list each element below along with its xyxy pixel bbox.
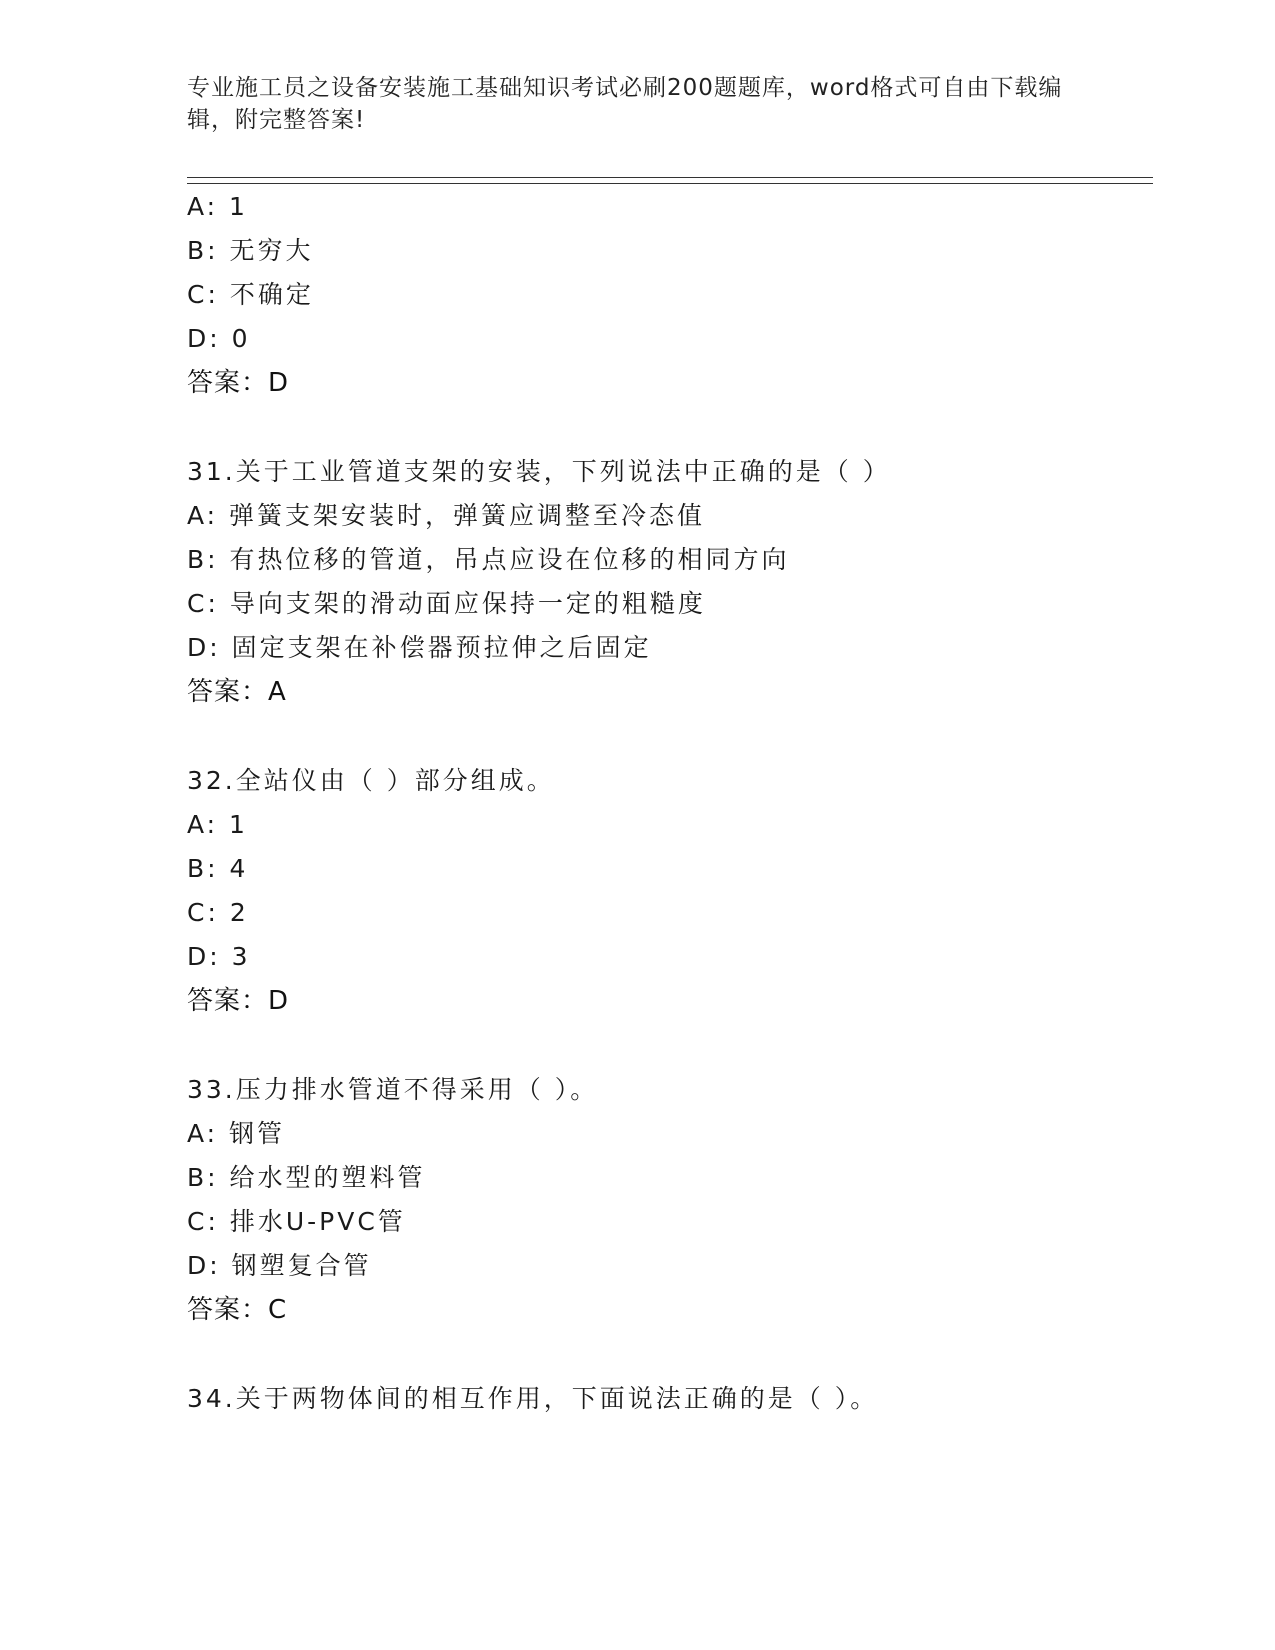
header-divider-top bbox=[187, 177, 1153, 178]
option-b: B: 4 bbox=[187, 854, 249, 883]
option-b: B: 无穷大 bbox=[187, 236, 314, 265]
option-a: A: 弹簧支架安装时，弹簧应调整至冷态值 bbox=[187, 501, 706, 530]
document-title: 专业施工员之设备安装施工基础知识考试必刷200题题库，word格式可自由下载编辑，附完整答案! bbox=[187, 75, 1063, 133]
question-33: 33.压力排水管道不得采用（ ）。 bbox=[187, 1075, 599, 1104]
option-d: D: 0 bbox=[187, 324, 251, 353]
answer-line: 答案：D bbox=[187, 368, 290, 398]
header-divider-bottom bbox=[187, 183, 1153, 184]
option-d: D: 3 bbox=[187, 942, 251, 971]
answer-line: 答案：D bbox=[187, 986, 290, 1016]
question-32: 32.全站仪由（ ）部分组成。 bbox=[187, 766, 555, 795]
option-d: D: 钢塑复合管 bbox=[187, 1251, 372, 1280]
option-b: B: 给水型的塑料管 bbox=[187, 1163, 426, 1192]
option-a: A: 钢管 bbox=[187, 1119, 286, 1148]
option-c: C: 2 bbox=[187, 898, 249, 927]
option-a: A: 1 bbox=[187, 810, 248, 839]
option-c: C: 排水U-PVC管 bbox=[187, 1207, 406, 1236]
option-a: A: 1 bbox=[187, 192, 248, 221]
option-b: B: 有热位移的管道，吊点应设在位移的相同方向 bbox=[187, 545, 790, 574]
answer-line: 答案：A bbox=[187, 677, 287, 707]
option-c: C: 导向支架的滑动面应保持一定的粗糙度 bbox=[187, 589, 706, 618]
question-34: 34.关于两物体间的相互作用，下面说法正确的是（ ）。 bbox=[187, 1384, 879, 1413]
answer-line: 答案：C bbox=[187, 1295, 288, 1325]
option-d: D: 固定支架在补偿器预拉伸之后固定 bbox=[187, 633, 652, 662]
question-31: 31.关于工业管道支架的安装，下列说法中正确的是（ ） bbox=[187, 457, 891, 486]
option-c: C: 不确定 bbox=[187, 280, 314, 309]
